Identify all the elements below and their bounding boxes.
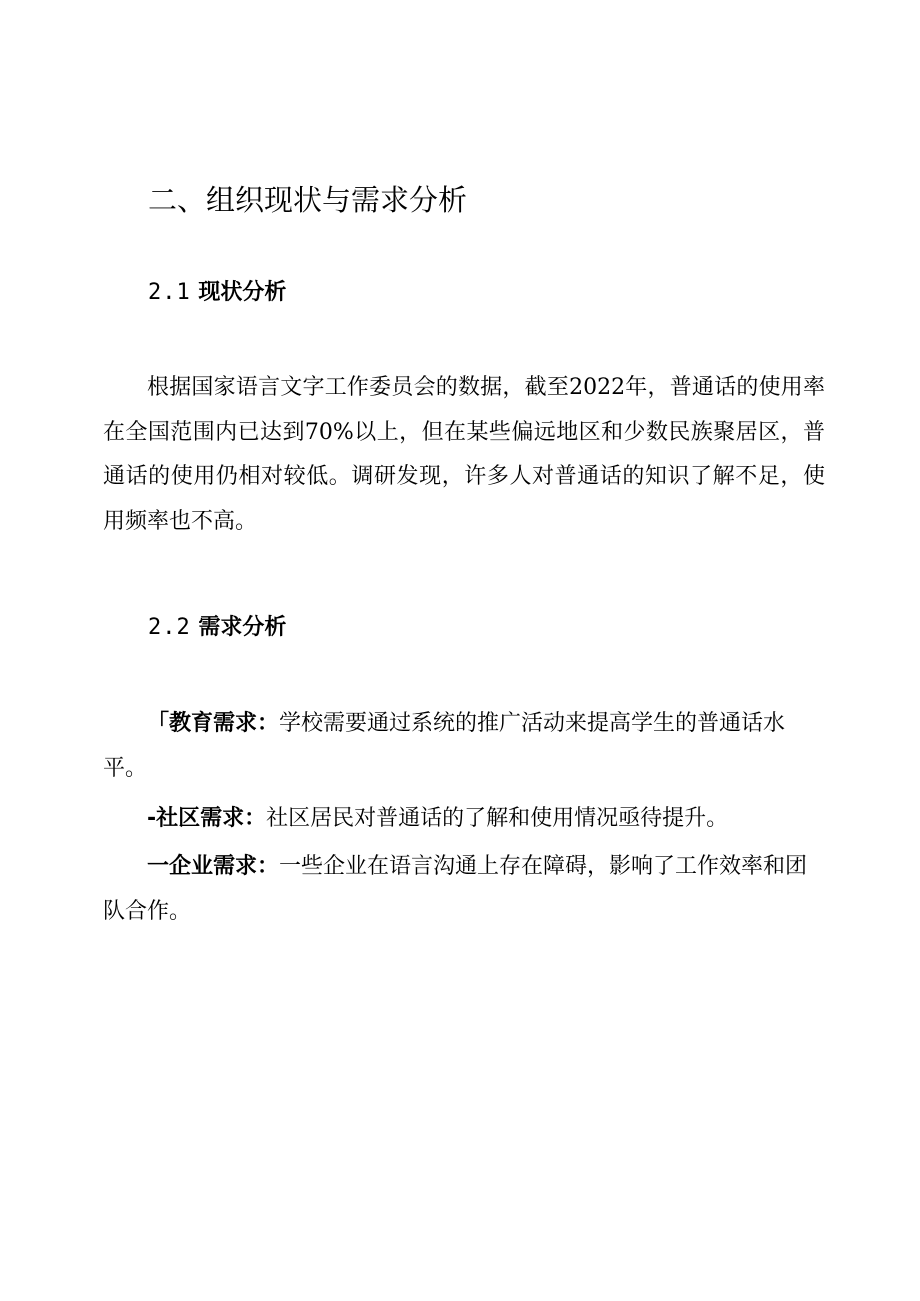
section-number: 2.2	[148, 615, 191, 640]
section-title-needs	[148, 612, 286, 644]
needs-item-text: 社区居民对普通话的了解和使用情况亟待提升。	[266, 806, 729, 831]
section-title-text: 现状分析	[198, 280, 287, 305]
needs-item-text: 一些企业在语言沟通上存在障碍，影响了工作效率和团队合作。	[103, 854, 808, 924]
needs-item-community	[103, 797, 825, 842]
needs-item-label: -社区需求：	[147, 806, 267, 831]
needs-item-label: 「教育需求：	[147, 711, 280, 736]
section-number: 2.1	[148, 280, 191, 305]
needs-item-label: 一企业需求：	[147, 854, 280, 879]
section-title-status	[148, 277, 286, 309]
needs-item-enterprise	[103, 845, 825, 934]
needs-item-education	[103, 702, 825, 791]
chapter-heading: 二、组织现状与需求分析	[148, 183, 468, 217]
needs-item-text: 学校需要通过系统的推广活动来提高学生的普通话水平。	[103, 711, 786, 781]
section-title-text: 需求分析	[198, 615, 287, 640]
status-paragraph: 根据国家语言文字工作委员会的数据，截至2022年，普通话的使用率在全国范围内已达到70%以上，但在某些偏远地区和少数民族聚居区，普通话的使用仍相对较低。调研发现，许多人对普通话的知识了解不足，使用频率也不高。	[103, 375, 825, 534]
